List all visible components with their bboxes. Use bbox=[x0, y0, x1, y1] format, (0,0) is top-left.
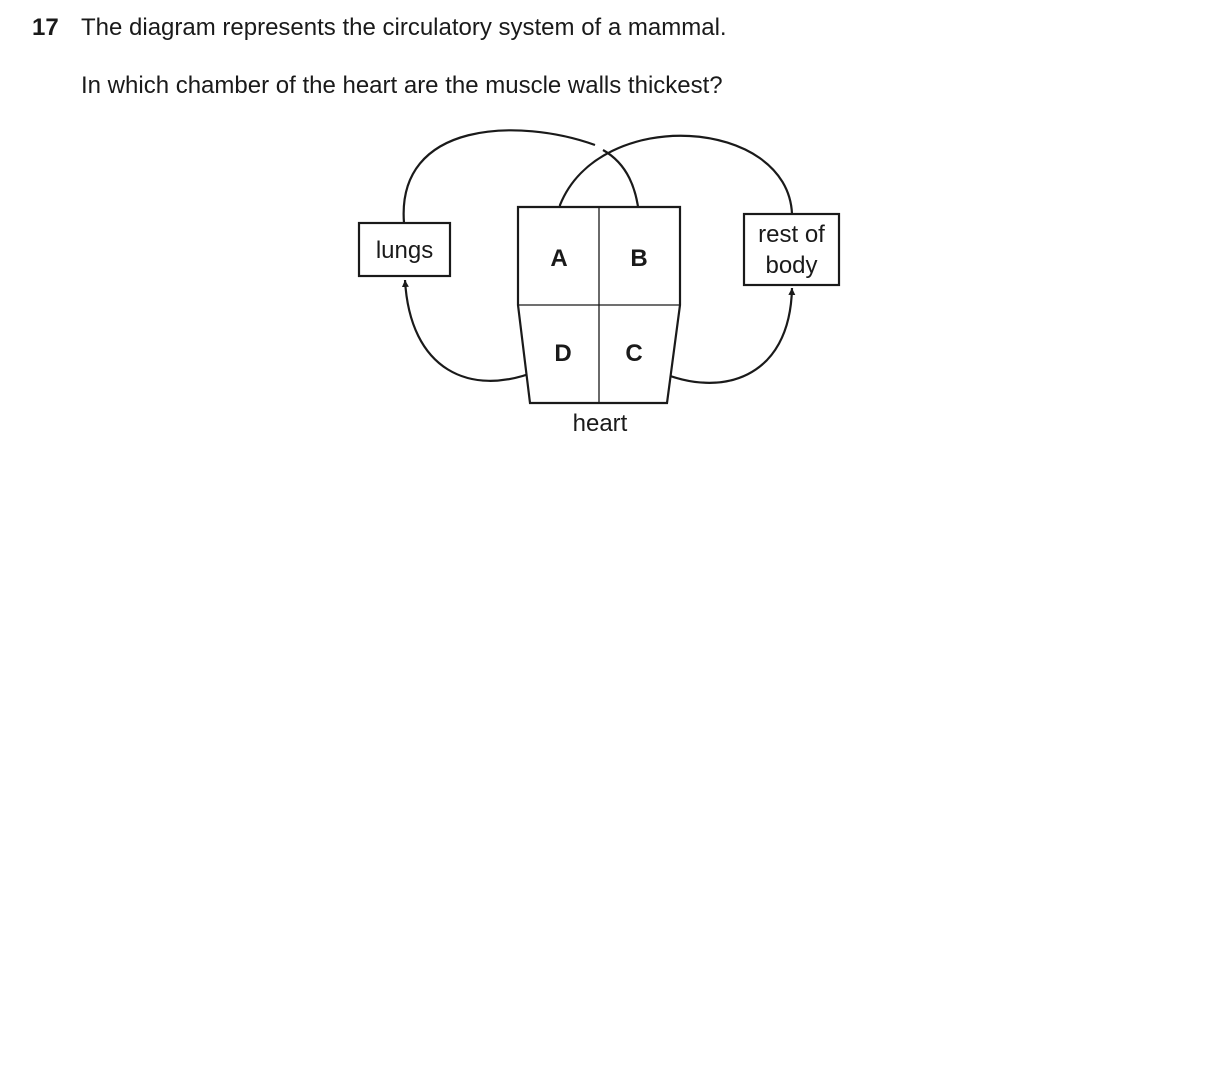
chamber-b-label: B bbox=[630, 245, 648, 272]
chamber-c-label: C bbox=[625, 340, 643, 367]
chamber-a-label: A bbox=[550, 245, 568, 272]
question-number: 17 bbox=[32, 14, 59, 41]
heart-label: heart bbox=[572, 410, 628, 437]
chamber-d-label: D bbox=[554, 340, 572, 367]
question-prompt: In which chamber of the heart are the muscle walls thickest? bbox=[81, 72, 723, 99]
body-label-line2: body bbox=[765, 252, 818, 279]
body-label-line1: rest of bbox=[758, 221, 825, 248]
question-statement: The diagram represents the circulatory system of a mammal. bbox=[81, 14, 727, 41]
lungs-label: lungs bbox=[375, 237, 434, 264]
